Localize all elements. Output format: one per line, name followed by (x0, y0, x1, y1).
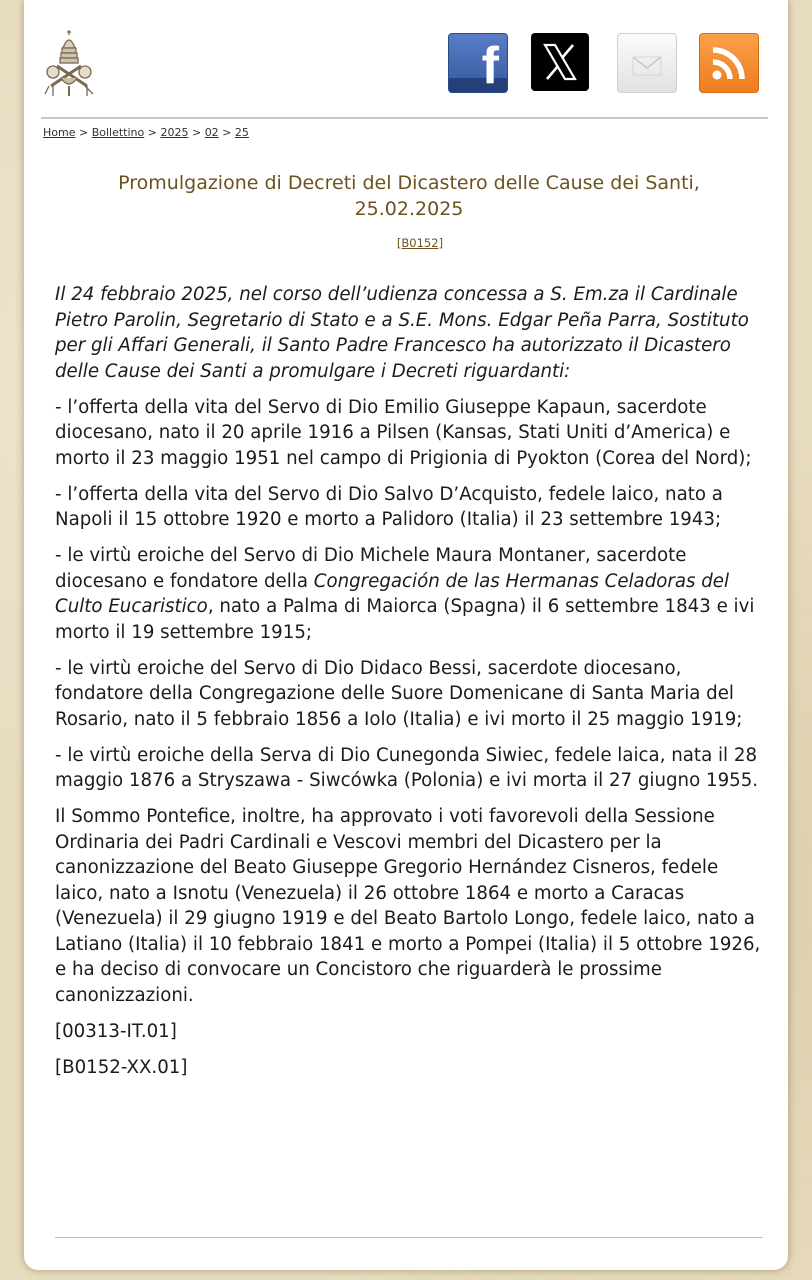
bulletin-code-link[interactable]: [B0152] (396, 236, 444, 250)
page-container (24, 0, 788, 1270)
breadcrumb (43, 126, 249, 139)
decree-kapaun: - l’offerta della vita del Servo di Dio Emilio Giuseppe Kapaun, sacerdote diocesano, nato il 20 aprile 1916 a Pilsen (Kansas, Stati Uniti d’America) e morto il 23 maggio 1951 nel campo di Prigionia di Pyokton (Corea del Nord); (55, 396, 752, 469)
decree-text: - le virtù eroiche del Servo di Dio Michele Maura Montaner, sacerdote diocesano e fondatore della (55, 545, 687, 592)
decree-dacquisto: - l’offerta della vita del Servo di Dio Salvo D’Acquisto, fedele laico, nato a Napoli il 15 ottobre 1920 e morto a Palidoro (Italia) il 23 settembre 1943; (55, 483, 723, 530)
breadcrumb-month[interactable]: 02 (204, 126, 219, 139)
email-share-button[interactable] (617, 33, 677, 93)
facebook-icon: f (481, 37, 499, 95)
x-share-button[interactable] (531, 33, 589, 91)
canonization-paragraph: Il Sommo Pontefice, inoltre, ha approvato i voti favorevoli della Sessione Ordinaria dei Padri Cardinali e Vescovi membri del Dicastero per la canonizzazione del Beato Giuseppe Gregorio Hernández Cisneros, fedele laico, nato a Isnotu (Venezuela) il 26 ottobre 1864 e morto a Caracas (Venezuela) il 29 giugno 1919 e del Beato Bartolo Longo, fedele laico, nato a Latiano (Italia) il 10 febbraio 1841 e morto a Pompei (Italia) il 5 ottobre 1926, e ha deciso di convocare un Concistoro che riguarderà le prossime canonizzazioni. (55, 806, 761, 1006)
intro-paragraph: Il 24 febbraio 2025, nel corso dell’udienza concessa a S. Em.za il Cardinale Pietro Parolin, Segretario di Stato e a S.E. Mons. Edgar Peña Parra, Sostituto per gli Affari Generali, il Santo Padre Francesco ha autorizzato il Dicastero delle Cause dei Santi a promulgare i Decreti riguardanti: (55, 284, 749, 382)
reference-code: [B0152-XX.01] (55, 1056, 188, 1078)
breadcrumb-year[interactable]: 2025 (160, 126, 189, 139)
decree-text: , nato a Palma di Maiorca (Spagna) il 6 settembre 1843 e ivi morto il 19 settembre 1915; (55, 596, 755, 643)
page-title: Promulgazione di Decreti del Dicastero delle Cause dei Santi, 25.02.2025 (118, 172, 700, 220)
header-divider (41, 117, 768, 119)
article-body (55, 282, 765, 1091)
bulletin-code (24, 236, 812, 250)
decree-bessi: - le virtù eroiche del Servo di Dio Didaco Bessi, sacerdote diocesano, fondatore della Congregazione delle Suore Domenicane di Santa Maria del Rosario, nato il 5 febbraio 1856 a Iolo (Italia) e ivi morto il 25 maggio 1919; (55, 657, 743, 730)
breadcrumb-separator: > (78, 126, 89, 139)
breadcrumb-separator: > (191, 126, 202, 139)
breadcrumb-separator: > (147, 126, 157, 139)
vatican-crest-icon[interactable] (41, 28, 97, 98)
decree-maura-montaner (55, 543, 765, 645)
decree-siwiec: - le virtù eroiche della Serva di Dio Cunegonda Siwiec, fedele laica, nata il 28 maggio 1876 a Stryszawa - Siwcówka (Polonia) e ivi morta il 27 giugno 1955. (55, 744, 759, 791)
facebook-share-button[interactable] (448, 33, 508, 93)
reference-code: [00313-IT.01] (55, 1020, 177, 1042)
breadcrumb-day[interactable]: 25 (234, 126, 249, 139)
breadcrumb-separator: > (222, 126, 232, 139)
rss-icon (700, 34, 758, 92)
footer-divider (55, 1237, 763, 1238)
breadcrumb-bollettino[interactable]: Bollettino (91, 126, 145, 139)
mail-icon (618, 34, 676, 92)
rss-feed-button[interactable] (699, 33, 759, 93)
breadcrumb-home[interactable]: Home (43, 126, 76, 139)
x-icon (531, 33, 589, 91)
congregation-name: Congregación de las Hermanas Celadoras del Culto Eucaristico (55, 570, 730, 617)
